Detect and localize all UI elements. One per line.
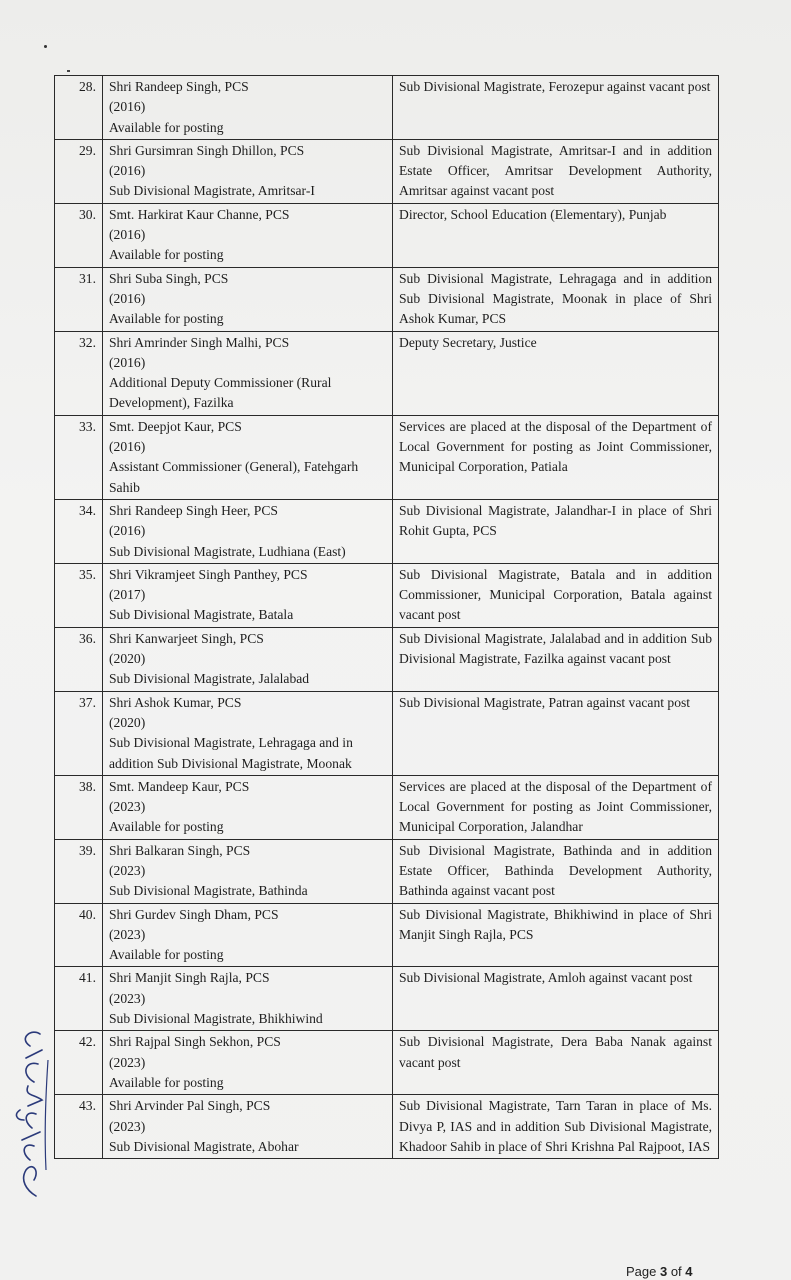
new-posting: Sub Divisional Magistrate, Jalandhar-I in place of Shri Rohit Gupta, PCS [393,499,719,563]
officer-batch: (2017) [109,587,146,603]
officer-batch: (2020) [109,714,146,730]
officer-name: Shri Rajpal Singh Sekhon, PCS [109,1034,281,1050]
table-row [55,139,719,203]
current-posting: Sub Divisional Magistrate, Amritsar-I [109,183,315,199]
officer-batch: (2023) [109,990,146,1006]
new-posting: Sub Divisional Magistrate, Jalalabad and in addition Sub Divisional Magistrate, Fazilka against vacant post [393,627,719,691]
table-row [55,967,719,1031]
table-row [55,563,719,627]
serial-number: 35. [55,563,103,627]
table-row [55,839,719,903]
serial-number: 42. [55,1031,103,1095]
new-posting: Sub Divisional Magistrate, Tarn Taran in place of Ms. Divya P, IAS and in addition Sub Divisional Magistrate, Khadoor Sahib in place of Shri Krishna Pal Rajpoot, IAS [393,1095,719,1159]
table-row [55,76,719,140]
officer-name: Shri Kanwarjeet Singh, PCS [109,630,264,646]
officer-cell [103,691,393,775]
officer-cell [103,903,393,967]
serial-number: 37. [55,691,103,775]
current-posting: Sub Divisional Magistrate, Abohar [109,1138,299,1154]
officer-name: Smt. Mandeep Kaur, PCS [109,778,250,794]
officer-batch: (2023) [109,1054,146,1070]
current-posting: Sub Divisional Magistrate, Batala [109,607,294,623]
new-posting: Sub Divisional Magistrate, Ferozepur against vacant post [393,76,719,140]
officer-name: Smt. Harkirat Kaur Channe, PCS [109,206,290,222]
officer-name: Shri Gurdev Singh Dham, PCS [109,906,279,922]
page-prefix: Page [626,1264,660,1279]
table-row [55,415,719,499]
serial-number: 28. [55,76,103,140]
table-row [55,1031,719,1095]
page-current: 3 [659,1264,668,1279]
posting-orders-table [54,75,719,1159]
officer-cell [103,839,393,903]
officer-batch: (2023) [109,1118,146,1134]
new-posting: Sub Divisional Magistrate, Patran against vacant post [393,691,719,775]
table-row [55,331,719,415]
officer-batch: (2016) [109,163,146,179]
table-row [55,499,719,563]
officer-cell [103,1031,393,1095]
page-number [626,1264,693,1279]
officer-batch: (2016) [109,99,146,115]
officer-name: Shri Randeep Singh Heer, PCS [109,502,278,518]
officer-name: Shri Randeep Singh, PCS [109,79,249,94]
table-row [55,691,719,775]
officer-name: Shri Manjit Singh Rajla, PCS [109,970,270,986]
officer-cell [103,1095,393,1159]
new-posting: Services are placed at the disposal of the Department of Local Government for posting as Joint Commissioner, Municipal Corporation, Jalandhar [393,775,719,839]
officer-batch: (2016) [109,290,146,306]
officer-cell [103,967,393,1031]
serial-number: 34. [55,499,103,563]
current-posting: Available for posting [109,819,224,835]
current-posting: Additional Deputy Commissioner (Rural Development), Fazilka [109,375,332,411]
serial-number: 39. [55,839,103,903]
officer-batch: (2023) [109,799,146,815]
new-posting: Sub Divisional Magistrate, Amloh against vacant post [393,967,719,1031]
current-posting: Sub Divisional Magistrate, Bathinda [109,883,308,899]
table-row [55,903,719,967]
officer-name: Shri Gursimran Singh Dhillon, PCS [109,142,305,158]
new-posting: Sub Divisional Magistrate, Dera Baba Nanak against vacant post [393,1031,719,1095]
current-posting: Sub Divisional Magistrate, Lehragaga and in addition Sub Divisional Magistrate, Moonak [109,735,353,771]
new-posting: Services are placed at the disposal of the Department of Local Government for posting as Joint Commissioner, Municipal Corporation, Patiala [393,415,719,499]
officer-batch: (2016) [109,439,146,455]
serial-number: 40. [55,903,103,967]
current-posting: Available for posting [109,947,224,963]
officer-name: Shri Arvinder Pal Singh, PCS [109,1098,271,1114]
officer-name: Shri Amrinder Singh Malhi, PCS [109,334,290,350]
handwritten-signature [6,1020,52,1200]
serial-number: 31. [55,267,103,331]
serial-number: 38. [55,775,103,839]
current-posting: Available for posting [109,311,224,327]
officer-cell [103,203,393,267]
current-posting: Assistant Commissioner (General), Fatehgarh Sahib [109,459,359,495]
officer-batch: (2023) [109,926,146,942]
officer-batch: (2016) [109,523,146,539]
serial-number: 33. [55,415,103,499]
officer-cell [103,267,393,331]
officer-name: Shri Ashok Kumar, PCS [109,694,242,710]
current-posting: Available for posting [109,247,224,263]
table-row [55,627,719,691]
new-posting: Sub Divisional Magistrate, Bathinda and in addition Estate Officer, Bathinda Development Authority, Bathinda against vacant post [393,839,719,903]
new-posting: Deputy Secretary, Justice [393,331,719,415]
officer-name: Shri Suba Singh, PCS [109,270,229,286]
current-posting: Sub Divisional Magistrate, Bhikhiwind [109,1011,323,1027]
scan-speck [44,45,47,48]
scan-speck [67,70,70,72]
table-row [55,1095,719,1159]
page-total: 4 [685,1264,693,1279]
table-row [55,775,719,839]
officer-batch: (2016) [109,354,146,370]
officer-cell [103,331,393,415]
new-posting: Sub Divisional Magistrate, Batala and in addition Commissioner, Municipal Corporation, Batala against vacant post [393,563,719,627]
serial-number: 29. [55,139,103,203]
serial-number: 32. [55,331,103,415]
new-posting: Director, School Education (Elementary), Punjab [393,203,719,267]
table-row [55,267,719,331]
officer-name: Smt. Deepjot Kaur, PCS [109,418,242,434]
officer-cell [103,415,393,499]
serial-number: 36. [55,627,103,691]
officer-cell [103,499,393,563]
serial-number: 41. [55,967,103,1031]
officer-cell [103,563,393,627]
officer-batch: (2016) [109,227,146,243]
officer-cell [103,76,393,140]
page-sep: of [667,1264,686,1279]
officer-cell [103,627,393,691]
officer-batch: (2020) [109,651,146,667]
officer-name: Shri Vikramjeet Singh Panthey, PCS [109,566,308,582]
table-row [55,203,719,267]
officer-batch: (2023) [109,862,146,878]
new-posting: Sub Divisional Magistrate, Amritsar-I and in addition Estate Officer, Amritsar Development Authority, Amritsar against vacant post [393,139,719,203]
new-posting: Sub Divisional Magistrate, Lehragaga and in addition Sub Divisional Magistrate, Moonak in place of Shri Ashok Kumar, PCS [393,267,719,331]
current-posting: Available for posting [109,119,224,135]
new-posting: Sub Divisional Magistrate, Bhikhiwind in place of Shri Manjit Singh Rajla, PCS [393,903,719,967]
current-posting: Sub Divisional Magistrate, Ludhiana (East) [109,543,346,559]
serial-number: 30. [55,203,103,267]
current-posting: Available for posting [109,1074,224,1090]
serial-number: 43. [55,1095,103,1159]
officer-cell [103,139,393,203]
current-posting: Sub Divisional Magistrate, Jalalabad [109,671,310,687]
officer-cell [103,775,393,839]
officer-name: Shri Balkaran Singh, PCS [109,842,251,858]
